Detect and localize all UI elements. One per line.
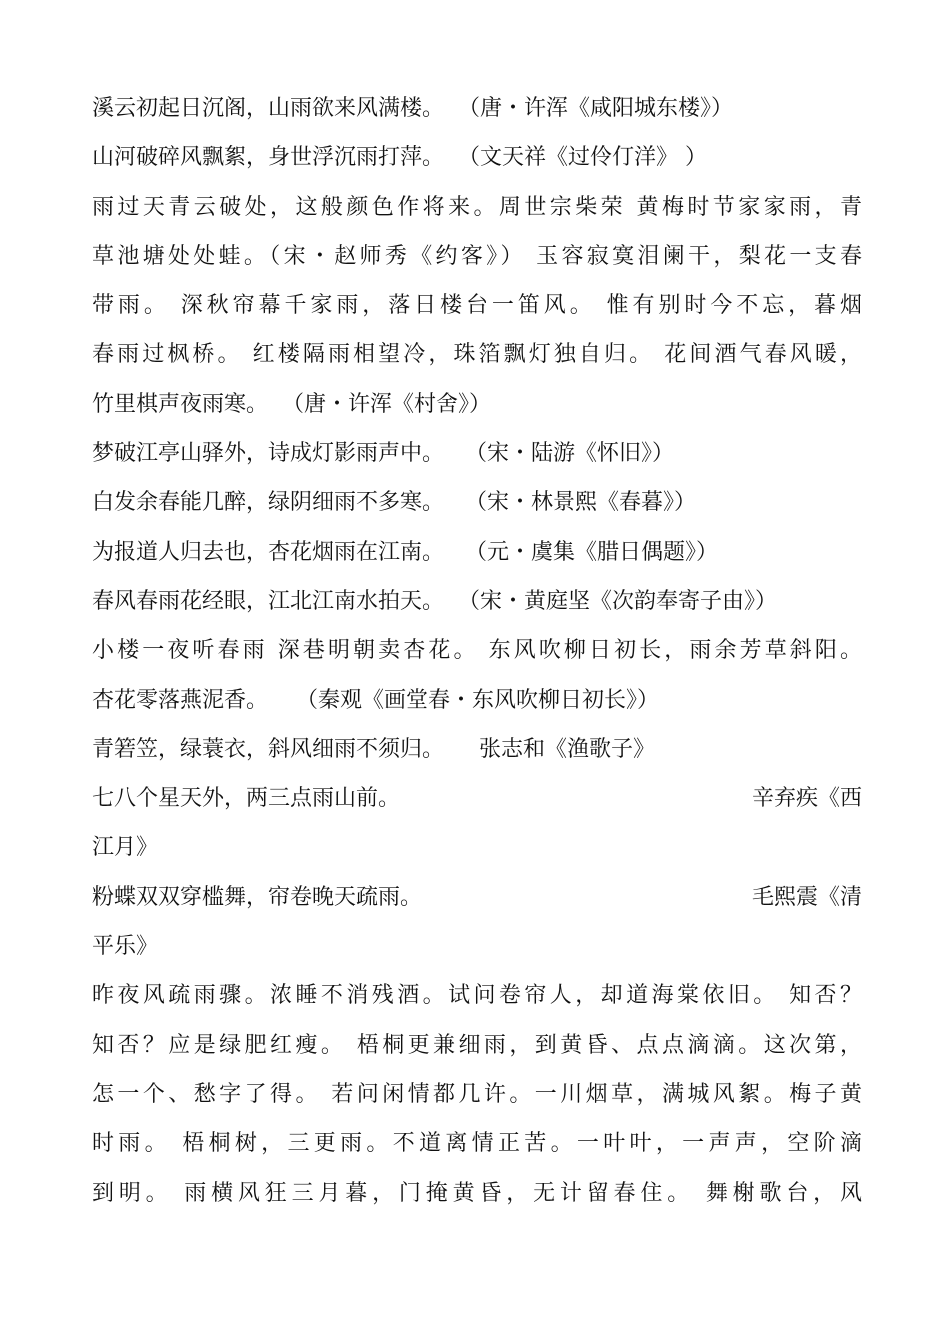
text-line: 到明。 雨横风狂三月暮，门掩黄昏，无计留春住。 舞榭歌台，风	[92, 1180, 862, 1206]
verse-text: 七八个星天外，两三点雨山前。	[92, 786, 401, 812]
text-line: 春雨过枫桥。 红楼隔雨相望冷，珠箔飘灯独自归。 花间酒气春风暖，	[92, 342, 862, 368]
text-line: 春风春雨花经眼，江北江南水拍天。 （宋・黄庭坚《次韵奉寄子由》）	[92, 588, 777, 614]
text-line-split	[92, 774, 862, 823]
text-line-continuation: 平乐》	[92, 934, 159, 960]
attribution-text: 毛熙震《清	[751, 884, 862, 910]
text-line: 竹里棋声夜雨寒。 （唐・许浑《村舍》）	[92, 391, 491, 417]
text-line: 山河破碎风飘絮，身世浮沉雨打萍。 （文天祥《过伶仃洋》 ）	[92, 145, 707, 171]
text-line: 白发余春能几醉，绿阴细雨不多寒。 （宋・林景熙《春暮》）	[92, 490, 696, 516]
text-line: 草池塘处处蛙。（宋・赵师秀《约客》） 玉容寂寞泪阑干，梨花一支春	[92, 243, 862, 269]
text-line-split	[92, 873, 862, 922]
text-line: 知否？应是绿肥红瘦。 梧桐更兼细雨，到黄昏、点点滴滴。这次第，	[92, 1032, 862, 1058]
text-line: 带雨。 深秋帘幕千家雨，落日楼台一笛风。 惟有别时今不忘，暮烟	[92, 293, 862, 319]
text-line: 梦破江亭山驿外，诗成灯影雨声中。 （宋・陆游《怀旧》）	[92, 441, 674, 467]
text-line: 杏花零落燕泥香。 （秦观《画堂春・东风吹柳日初长》）	[92, 687, 659, 713]
text-line-continuation: 江月》	[92, 835, 159, 861]
text-line: 小楼一夜听春雨 深巷明朝卖杏花。 东风吹柳日初长，雨余芳草斜阳。	[92, 638, 862, 664]
text-line: 溪云初起日沉阁，山雨欲来风满楼。 （唐・许浑《咸阳城东楼》）	[92, 96, 733, 121]
poem-text-block	[92, 84, 862, 1218]
text-line: 时雨。 梧桐树，三更雨。不道离情正苦。一叶叶，一声声，空阶滴	[92, 1131, 862, 1157]
attribution-text: 辛弃疾《西	[751, 786, 862, 812]
verse-text: 粉蝶双双穿槛舞，帘卷晚天疏雨。	[92, 884, 423, 910]
text-line: 怎一个、愁字了得。 若问闲情都几许。一川烟草，满城风絮。梅子黄	[92, 1081, 862, 1107]
text-line: 昨夜风疏雨骤。浓睡不消残酒。试问卷帘人，却道海棠依旧。 知否？	[92, 983, 862, 1009]
text-line: 为报道人归去也，杏花烟雨在江南。 （元・虞集《腊日偶题》）	[92, 539, 718, 565]
text-line: 青箬笠，绿蓑衣，斜风细雨不须归。 张志和《渔歌子》	[92, 736, 655, 762]
text-line: 雨过天青云破处，这般颜色作将来。周世宗柴荣 黄梅时节家家雨，青	[92, 194, 862, 220]
